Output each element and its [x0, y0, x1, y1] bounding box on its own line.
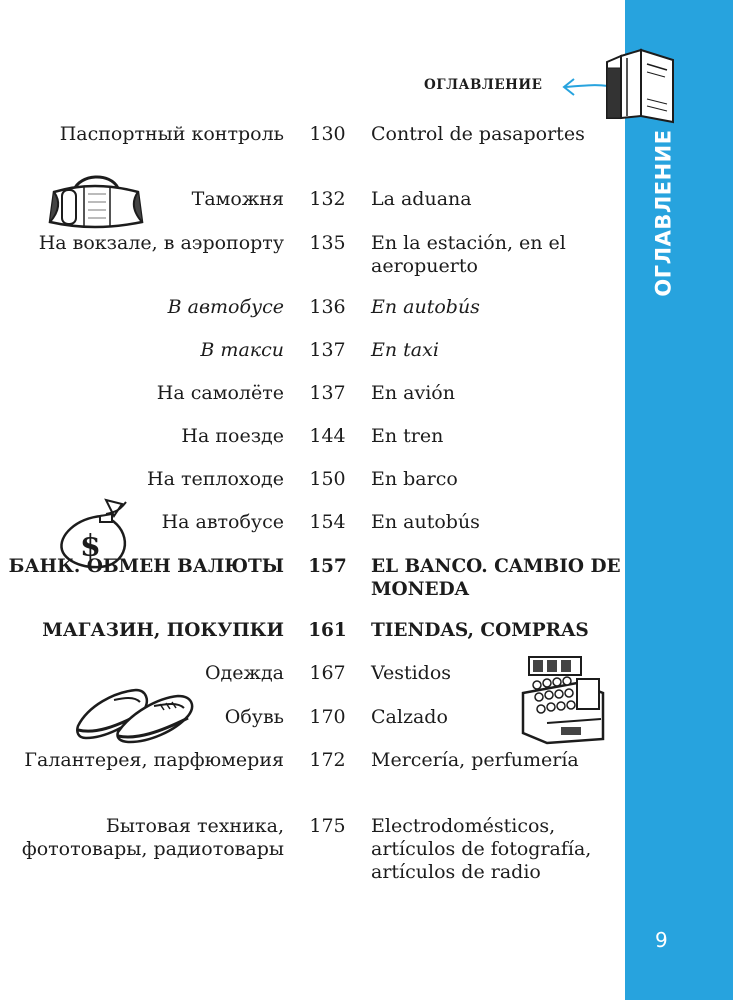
- toc-ru-title: Бытовая техника, фототовары, радиотовары: [21, 815, 284, 860]
- toc-es-title: En autobús: [371, 511, 480, 533]
- toc-page-number: 136: [309, 296, 346, 318]
- toc-es-title: En tren: [371, 425, 444, 447]
- toc-ru-title: Одежда: [204, 662, 284, 684]
- toc-ru-title: В автобусе: [167, 296, 284, 318]
- toc-page-number: 135: [309, 232, 346, 254]
- page-number: 9: [655, 928, 668, 952]
- toc-ru-title: Паспортный контроль: [59, 123, 284, 145]
- toc-es-title: La aduana: [371, 188, 472, 210]
- toc-ru-title: Галантерея, парфюмерия: [24, 749, 284, 771]
- toc-es-title: Electrodomésticos, artículos de fotografía, artículos de radio: [371, 815, 592, 883]
- svg-text:$: $: [80, 529, 101, 564]
- toc-page-number: 170: [309, 706, 346, 728]
- toc-ru-title: На поезде: [181, 425, 284, 447]
- toc-page-number: 175: [309, 815, 346, 837]
- toc-es-title: Calzado: [371, 706, 448, 728]
- toc-page-number: 172: [309, 749, 346, 771]
- books-icon: [603, 44, 677, 124]
- toc-ru-title: БАНК. ОБМЕН ВАЛЮТЫ: [8, 556, 284, 577]
- header-label: ОГЛАВЛЕНИЕ: [424, 77, 543, 93]
- toc-page-number: 161: [308, 620, 347, 641]
- toc-page-number: 157: [308, 556, 347, 577]
- toc-page-number: 154: [309, 511, 346, 533]
- toc-ru-title: На теплоходе: [147, 468, 284, 490]
- toc-page-number: 137: [309, 382, 346, 404]
- toc-ru-title: В такси: [200, 339, 284, 361]
- toc-ru-title: На автобусе: [161, 511, 284, 533]
- sidebar-title: ОГЛАВЛЕНИЕ: [652, 129, 676, 297]
- toc-es-title: EL BANCO. CAMBIO DE MONEDA: [371, 556, 621, 600]
- toc-page-number: 150: [309, 468, 346, 490]
- toc-es-title: Control de pasaportes: [371, 123, 585, 145]
- toc-es-title: TIENDAS, COMPRAS: [371, 620, 589, 641]
- toc-ru-title: МАГАЗИН, ПОКУПКИ: [42, 620, 284, 641]
- toc-ru-title: На самолёте: [156, 382, 284, 404]
- toc-es-title: Mercería, perfumería: [371, 749, 579, 771]
- toc-page-number: 144: [309, 425, 346, 447]
- toc-es-title: En avión: [371, 382, 455, 404]
- toc-page-number: 167: [309, 662, 346, 684]
- toc-page-number: 130: [309, 123, 346, 145]
- toc-es-title: En autobús: [371, 296, 480, 318]
- toc-page-number: 137: [309, 339, 346, 361]
- toc-es-title: Vestidos: [371, 662, 452, 684]
- toc-es-title: En la estación, en el aeropuerto: [371, 232, 566, 277]
- toc-page-number: 132: [309, 188, 346, 210]
- toc-ru-title: Обувь: [224, 706, 284, 728]
- toc-es-title: En taxi: [371, 339, 439, 361]
- toc-ru-title: На вокзале, в аэропорту: [38, 232, 284, 254]
- toc-es-title: En barco: [371, 468, 458, 490]
- toc-ru-title: Таможня: [191, 188, 284, 210]
